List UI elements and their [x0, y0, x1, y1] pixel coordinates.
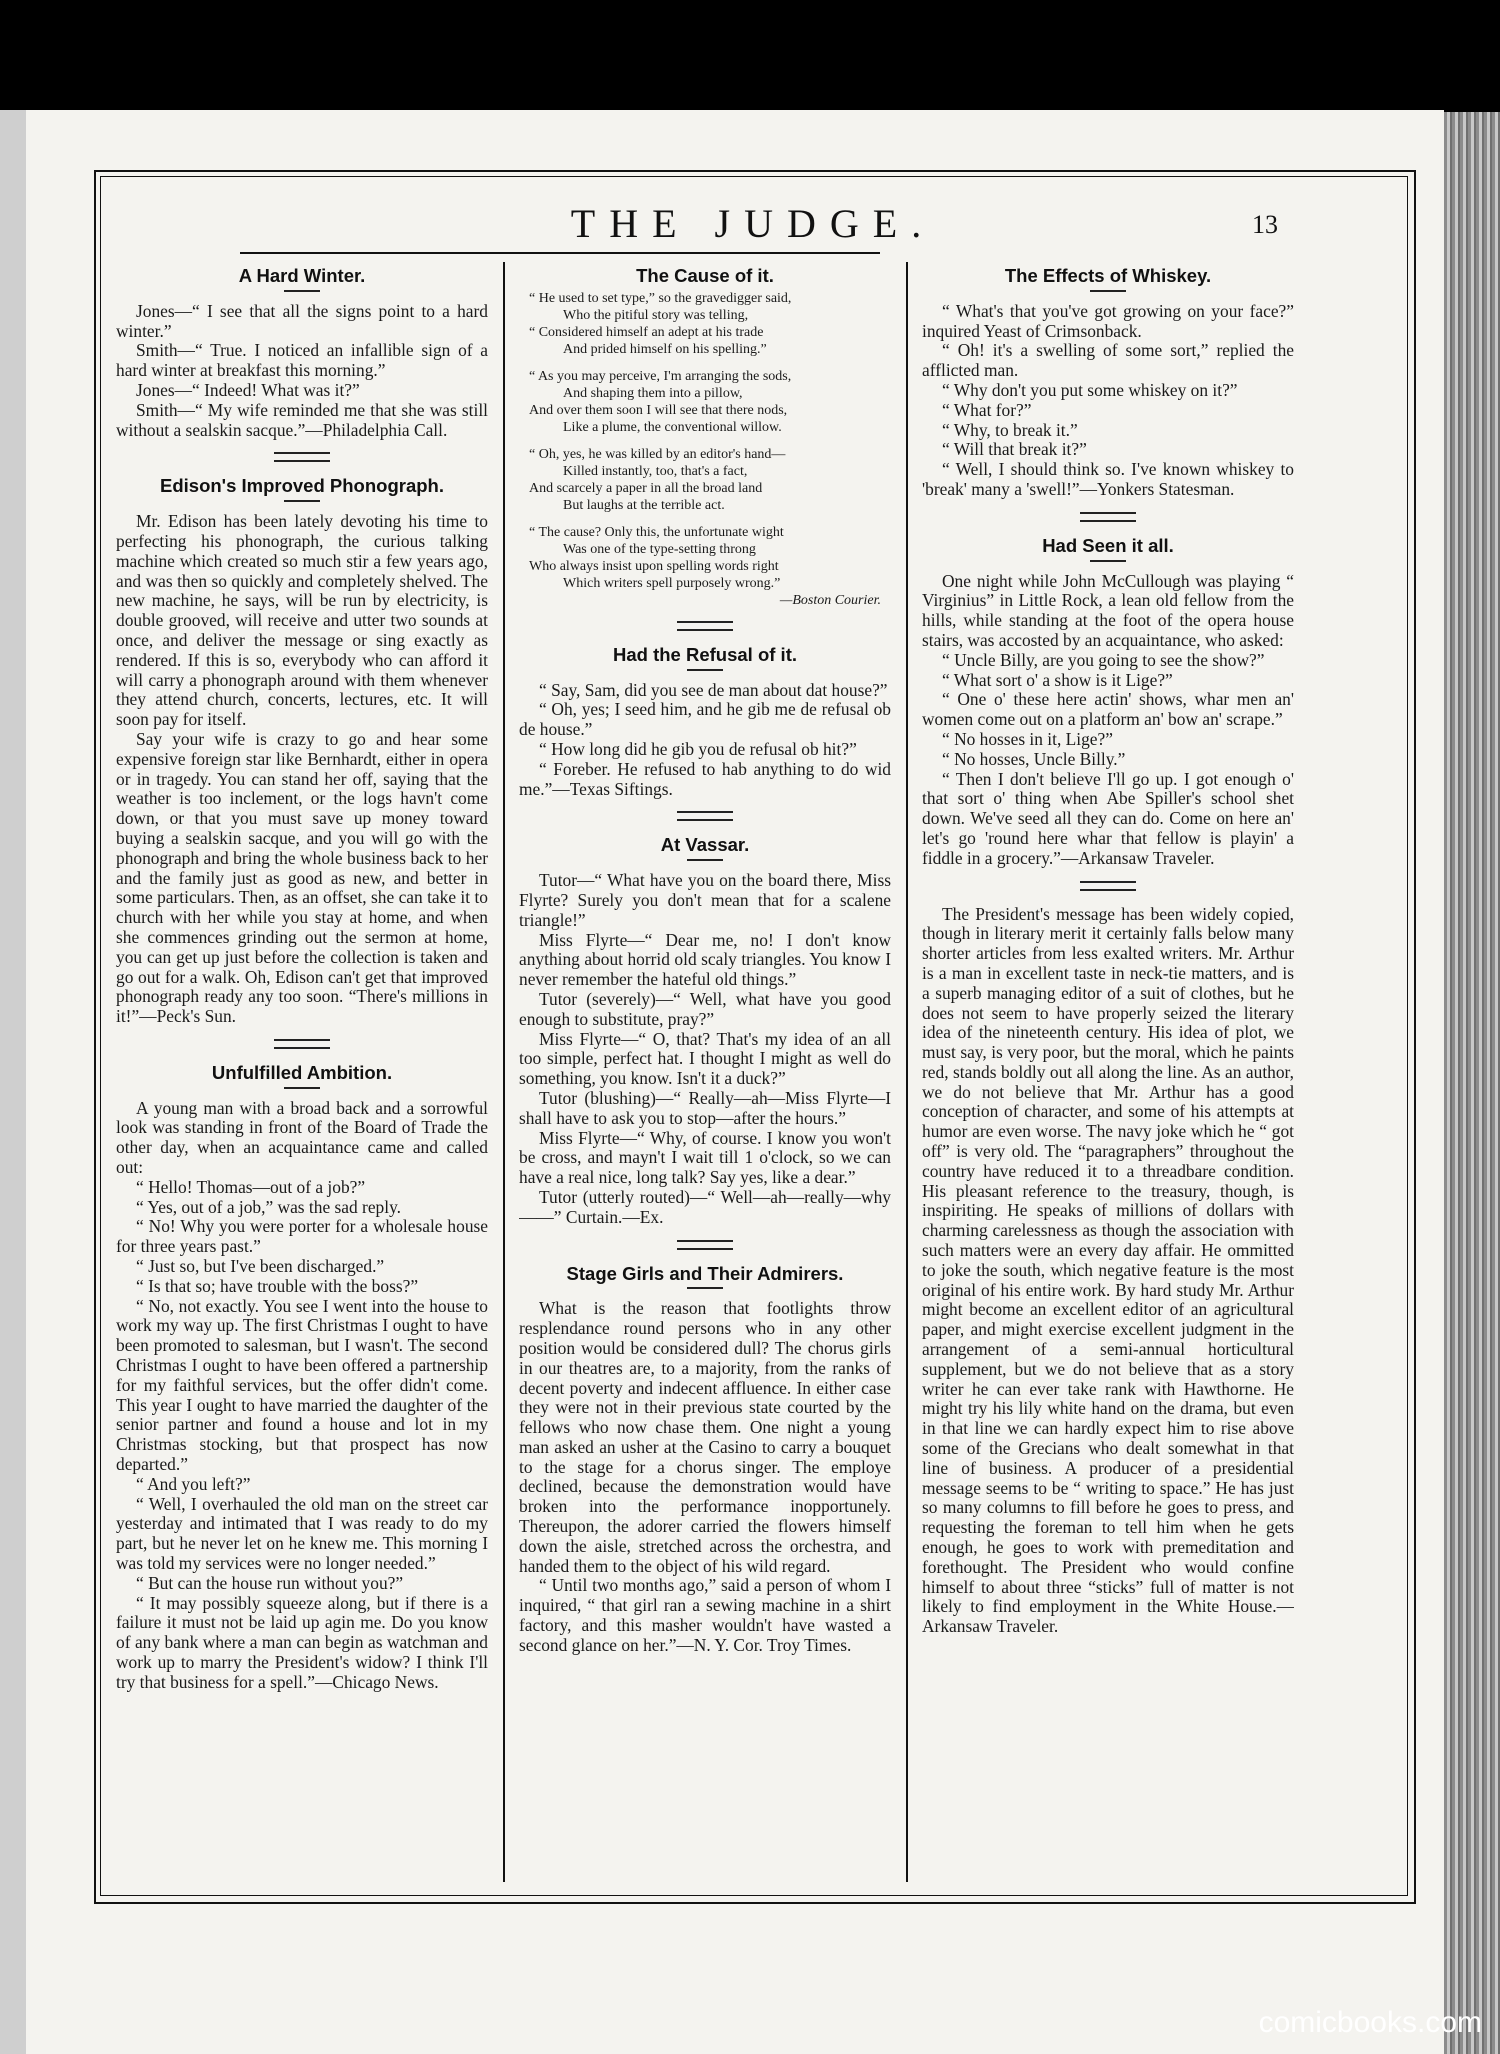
paragraph: Mr. Edison has been lately devoting his time to perfecting his phonograph, the curious talking machine which created so much stir a few years ago, and was then so quickly and completely shelved. The new machine, he says, will be run by electricity, is double grooved, will receive and utter two sounds at once, and deliver the message or sing exactly as rendered. If this is so, everybody who can afford it will carry a phonograph around with them whenever they attend church, concerts, lectures, etc. It will soon pay for itself.: [116, 511, 488, 730]
poem-line: “ The cause? Only this, the unfortunate wight: [529, 524, 784, 540]
poem-credit: —Boston Courier.: [779, 592, 881, 608]
paragraph: Say your wife is crazy to go and hear some expensive foreign star like Bernhardt, either in opera or in tragedy. You can stand her off, saying that the weather is too inclement, or the logs havn't come down, or that you must save up money toward buying a sealskin sacque, and you will go with the phonograph and bring the whole business back to her and the family just as good as new, and better in some particulars. Then, as an offset, she can take it to church with her while you stay at home, and when she commences grinding out the sermon at home, you can get up just before the collection is taken and go out for a walk. Oh, Edison can't get that improved phonograph ready any too soon. “There's millions in it!”—Peck's Sun.: [116, 728, 488, 1027]
poem-line: Who always insist upon spelling words right: [529, 558, 779, 574]
poem-line: And over them soon I will see that there nods,: [529, 402, 788, 418]
poem-line: “ Considered himself an adept at his trade: [529, 324, 764, 340]
poem-line: Like a plume, the conventional willow.: [563, 419, 782, 435]
poem-line: “ Oh, yes, he was killed by an editor's hand—: [529, 446, 786, 462]
poem-line: “ He used to set type,” so the gravedigger said,: [529, 290, 792, 306]
paragraph: Miss Flyrte—“ Why, of course. I know you won't be cross, and mayn't I wait till 1 o'clock, so we can have a real nice, long talk? Say yes, like a dear.”: [519, 1127, 891, 1188]
poem-line: And prided himself on his spelling.”: [563, 341, 767, 357]
page-number: 13: [1252, 210, 1278, 239]
article-title: Edison's Improved Phonograph.: [160, 475, 444, 497]
title-rule: [687, 859, 723, 861]
paragraph: “ One o' these here actin' shows, whar men an' women come out on a platform an' bow an' scrape.”: [922, 689, 1294, 730]
paragraph: Miss Flyrte—“ Dear me, no! I don't know anything about horrid old scaly triangles. You know I never remember the hateful old things.”: [519, 929, 891, 990]
paragraph: The President's message has been widely copied, though in literary merit it certainly falls below many shorter articles from less exalted writers. Mr. Arthur is a man in excellent taste in neck-tie matters, and is a superb managing editor of a suit of clothes, but he does not seem to have properly seized the literary idea of the nineteenth century. His idea of plot, we must say, is very poor, but the moral, which he paints red, stands boldly out all along the line. As an author, we do not believe that Mr. Arthur has a good conception of character, and some of his attempts at humor are even worse. The navy joke which he “ got off” is very old. The “paragraphers” throughout the country have reduced it to a threadbare condition. His pleasant reference to the treasury, though, is inspiriting. He speaks of millions of dollars with charming carelessness as though the association with such matters were an every day affair. He ommitted to joke the south, which negative feature is the most original of his entire work. By hard study Mr. Arthur might become an excellent editor of an agricultural paper, and might exercise excellent judgment in the arrangement of a semi-annual horticultural supplement, but we do not believe that as a story writer he can ever take rank with Hawthorne. He might try his lily white hand on the drama, but even in that line we can hardly expect him to rise above some of the Grecians who dealt somewhat in that line of business. A producer of a presidential message seems to be “ writing to space.” He has just so many columns to fill before he goes to press, and requesting the foreman to tell him when he gets enough, he goes to work with premeditation and forethought. The President who would confine himself to about three “sticks” full of matter is not likely to find employment in the White House.—Arkansaw Traveler.: [922, 903, 1294, 1637]
paragraph: “ What for?”: [942, 399, 1032, 420]
title-rule: [284, 1087, 320, 1089]
article-title: Stage Girls and Their Admirers.: [566, 1262, 844, 1284]
paragraph: “ No hosses, Uncle Billy.”: [942, 748, 1126, 769]
poem-stanza: [519, 290, 891, 358]
title-rule: [687, 669, 723, 671]
paragraph: “ Yes, out of a job,” was the sad reply.: [136, 1196, 401, 1217]
title-rule: [1090, 560, 1126, 562]
poem-stanza: [519, 368, 891, 436]
paragraph: Tutor (utterly routed)—“ Well—ah—really—why——” Curtain.—Ex.: [519, 1186, 891, 1227]
article-title: The Cause of it.: [636, 265, 774, 286]
paragraph: Smith—“ My wife reminded me that she was still without a sealskin sacque.”—Philadelphia Call.: [116, 399, 488, 440]
poem-stanza: [519, 524, 891, 609]
paragraph: “ Oh! it's a swelling of some sort,” replied the afflicted man.: [922, 340, 1294, 381]
section-divider: [677, 621, 733, 631]
binding-spine: [1444, 112, 1500, 2054]
paragraph: “ Foreber. He refused to hab anything to do wid me.”—Texas Siftings.: [519, 758, 891, 799]
paragraph: “ And you left?”: [136, 1473, 251, 1494]
title-rule: [284, 500, 320, 502]
article-title: Had Seen it all.: [1042, 534, 1174, 556]
paragraph: “ Will that break it?”: [942, 439, 1087, 460]
article-title: Unfulfilled Ambition.: [211, 1061, 393, 1083]
poem-line: Which writers spell purposely wrong.”: [563, 575, 781, 591]
column-1: [116, 262, 488, 1882]
section-divider: [677, 811, 733, 821]
paragraph: “ Just so, but I've been discharged.”: [136, 1256, 385, 1277]
paragraph: “ Uncle Billy, are you going to see the show?”: [942, 649, 1265, 670]
column-divider: [503, 262, 505, 1882]
section-divider: [274, 452, 330, 462]
column-divider: [906, 262, 908, 1882]
poem-stanza: [519, 446, 891, 514]
section-divider: [677, 1240, 733, 1250]
masthead-rule: [240, 252, 880, 254]
paragraph: “ How long did he gib you de refusal ob hit?”: [539, 738, 857, 759]
paragraph: “ Why, to break it.”: [942, 419, 1078, 440]
paragraph: “ Why don't you put some whiskey on it?”: [942, 379, 1238, 400]
poem-line: And scarcely a paper in all the broad land: [529, 480, 763, 496]
article-title: Had the Refusal of it.: [613, 643, 797, 665]
paragraph: Smith—“ True. I noticed an infallible sign of a hard winter at breakfast this morning.”: [116, 340, 488, 381]
poem-line: Was one of the type-setting throng: [563, 541, 756, 557]
site-watermark: comicbooks.com: [1258, 2006, 1482, 2039]
paragraph: “ Is that so; have trouble with the boss?”: [136, 1275, 419, 1296]
poem-line: Who the pitiful story was telling,: [563, 307, 749, 323]
article-title: At Vassar.: [660, 834, 750, 856]
poem-line: And shaping them into a pillow,: [563, 385, 743, 401]
poem-line: “ As you may perceive, I'm arranging the sods,: [529, 368, 792, 384]
section-divider: [1080, 881, 1136, 891]
article-title: A Hard Winter.: [238, 265, 366, 286]
paragraph: Jones—“ Indeed! What was it?”: [136, 379, 360, 400]
section-divider: [1080, 512, 1136, 522]
paragraph: “ No! Why you were porter for a wholesale house for three years past.”: [116, 1216, 488, 1257]
paragraph: “ No, not exactly. You see I went into the house to work my way up. The first Christmas I ought to have been promoted to salesman, but I wasn't. The second Christmas I ought to have been offered a partnership for my faithful services, but the offer didn't come. This year I ought to have married the daughter of the senior partner and found a house and lot in my Christmas stocking, but that prospect has now departed.”: [116, 1295, 488, 1475]
title-rule: [284, 290, 320, 292]
paragraph: “ Say, Sam, did you see de man about dat house?”: [539, 679, 888, 700]
paragraph: Jones—“ I see that all the signs point to a hard winter.”: [116, 300, 488, 341]
poem-line: Killed instantly, too, that's a fact,: [563, 463, 748, 479]
paragraph: “ It may possibly squeeze along, but if there is a failure it must not be laid up agin me. Do you know of any bank where a man can begin as watchman and work up to marry the President's widow? I think I'll try that business for a spell.”—Chicago News.: [116, 1592, 488, 1692]
column-2: [519, 262, 891, 1882]
title-rule: [687, 1287, 723, 1289]
column-3: [922, 262, 1294, 1882]
paragraph: “ Then I don't believe I'll go up. I got enough o' that sort o' thing when Abe Spiller's school shet down. We've seed all they can do. Come on here an' let's go 'round here whar that fellow is playin' a fiddle in a grocery.”—Arkansaw Traveler.: [922, 768, 1294, 868]
paragraph: Tutor (blushing)—“ Really—ah—Miss Flyrte—I shall have to ask you to stop—after the hours.”: [519, 1087, 891, 1128]
paragraph: “ Well, I should think so. I've known whiskey to 'break' many a 'swell!”—Yonkers Statesman.: [922, 459, 1294, 499]
facing-page-edge: [0, 110, 26, 2054]
paragraph: Tutor (severely)—“ Well, what have you good enough to substitute, pray?”: [519, 988, 891, 1029]
article-title: The Effects of Whiskey.: [1004, 265, 1212, 286]
paragraph: Miss Flyrte—“ O, that? That's my idea of an all too simple, perfect hat. I thought I might as well do something, you know. Isn't it a duck?”: [519, 1028, 891, 1089]
paragraph: What is the reason that footlights throw resplendance round persons who in any other position would be considered dull? The chorus girls in our theatres are, to a majority, from the ranks of decent poverty and indecent affluence. In either case they were not in their previous state courted by the fellows who now chase them. One night a young man asked an usher at the Casino to carry a bouquet to the stage for a chorus singer. The employe declined, because the demonstration would have broken into the performance inopportunely. Thereupon, the adorer carried the flowers himself down the aisle, stretched across the orchestra, and handed them to the object of his wild regard.: [519, 1298, 891, 1576]
masthead-title: THE JUDGE.: [570, 201, 936, 246]
paragraph: “ No hosses in it, Lige?”: [942, 728, 1113, 749]
paragraph: “ Until two months ago,” said a person of whom I inquired, “ that girl ran a sewing machine in a shirt factory, and this masher wouldn't have wasted a second glance on her.”—N. Y. Cor. Troy Times.: [519, 1575, 891, 1655]
poem-line: But laughs at the terrible act.: [563, 497, 725, 513]
paragraph: “ But can the house run without you?”: [136, 1572, 404, 1593]
section-divider: [274, 1039, 330, 1049]
poem: [519, 290, 891, 609]
paragraph: “ What's that you've got growing on your face?” inquired Yeast of Crimsonback.: [922, 300, 1294, 341]
title-rule: [1090, 290, 1126, 292]
paragraph: One night while John McCullough was playing “ Virginius” in Little Rock, a lean old fellow from the hills, while standing at the foot of the opera house stairs, was accosted by an acquaintance, who asked:: [922, 570, 1294, 650]
paragraph: “ What sort o' a show is it Lige?”: [942, 669, 1173, 690]
paragraph: A young man with a broad back and a sorrowful look was standing in front of the Board of Trade the other day, when an acquaintance came and called out:: [116, 1097, 488, 1178]
paragraph: “ Oh, yes; I seed him, and he gib me de refusal ob de house.”: [519, 699, 891, 740]
paragraph: “ Well, I overhauled the old man on the street car yesterday and intimated that I was ready to do my part, but he never let on he knew me. This morning I was told my services were no longer needed.”: [116, 1493, 488, 1574]
paragraph: “ Hello! Thomas—out of a job?”: [136, 1176, 366, 1197]
paragraph: Tutor—“ What have you on the board there, Miss Flyrte? Surely you don't mean that for a scalene triangle!”: [519, 870, 891, 930]
